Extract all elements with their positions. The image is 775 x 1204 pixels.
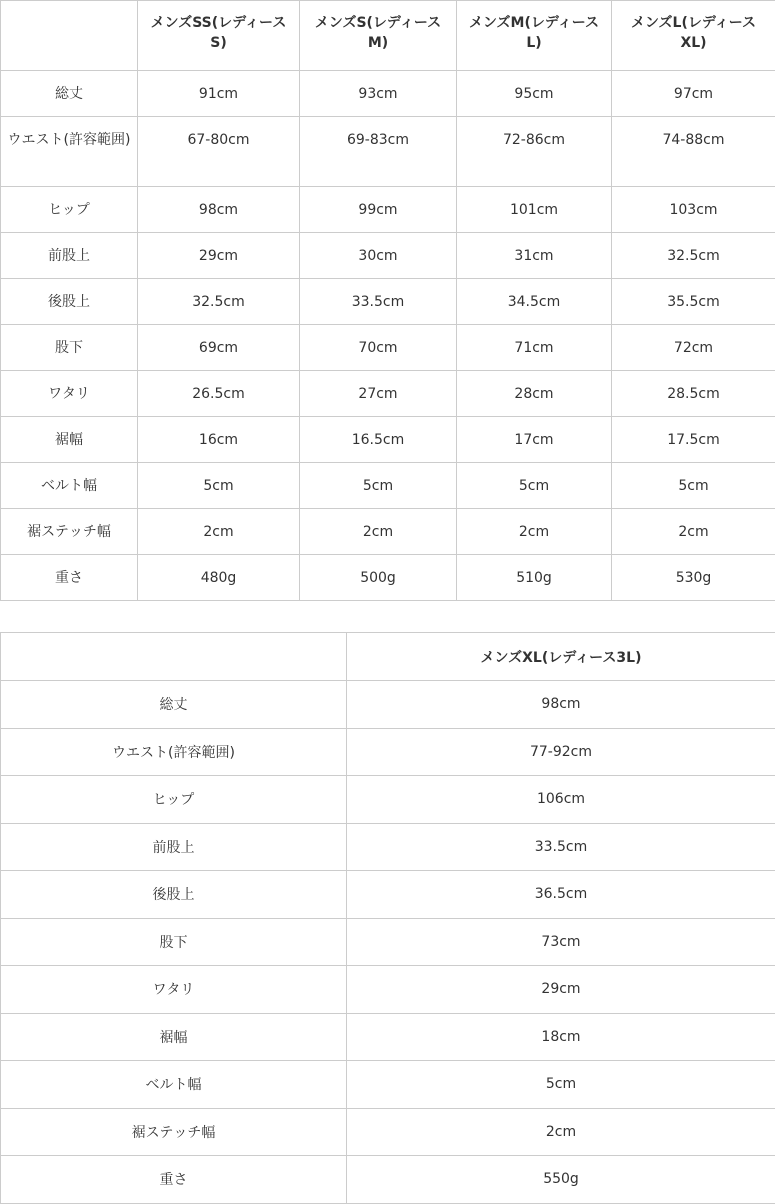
table-row — [1, 1061, 775, 1109]
table-cell: 98cm — [138, 187, 300, 233]
table-cell: 33.5cm — [300, 279, 457, 325]
table-cell: 2cm — [300, 509, 457, 555]
table-row — [1, 463, 775, 509]
table-cell: 69cm — [138, 325, 300, 371]
table-cell: 77-92cm — [347, 728, 775, 776]
header-cell-size-ss: メンズSS(レディースS) — [138, 1, 300, 71]
table-cell: 98cm — [347, 681, 775, 729]
table-cell: 32.5cm — [138, 279, 300, 325]
table-row — [1, 776, 775, 824]
table-cell: 97cm — [612, 71, 775, 117]
header-cell-size-l: メンズL(レディースXL) — [612, 1, 775, 71]
table-row — [1, 918, 775, 966]
table-cell: 26.5cm — [138, 371, 300, 417]
table-row — [1, 279, 775, 325]
table-cell: 67-80cm — [138, 117, 300, 187]
table-cell: 29cm — [138, 233, 300, 279]
row-label: ワタリ — [1, 966, 347, 1014]
header-cell-size-xl: メンズXL(レディース3L) — [347, 633, 775, 681]
table-header-row — [1, 1, 775, 71]
row-label: 前股上 — [1, 823, 347, 871]
table-cell: 93cm — [300, 71, 457, 117]
table-cell: 17cm — [457, 417, 612, 463]
table-cell: 2cm — [612, 509, 775, 555]
header-cell-empty — [1, 633, 347, 681]
table-cell: 101cm — [457, 187, 612, 233]
table-cell: 17.5cm — [612, 417, 775, 463]
table-cell: 5cm — [300, 463, 457, 509]
table-row — [1, 417, 775, 463]
table-row — [1, 117, 775, 187]
row-label: ヒップ — [1, 187, 138, 233]
size-table-xl — [0, 632, 775, 1204]
table-row — [1, 187, 775, 233]
table-row — [1, 966, 775, 1014]
row-label: ワタリ — [1, 371, 138, 417]
header-cell-size-m: メンズM(レディースL) — [457, 1, 612, 71]
table-cell: 500g — [300, 555, 457, 601]
table-cell: 103cm — [612, 187, 775, 233]
table-cell: 530g — [612, 555, 775, 601]
table-cell: 5cm — [138, 463, 300, 509]
table-cell: 36.5cm — [347, 871, 775, 919]
size-table-ss-to-l — [0, 0, 775, 601]
table-cell: 16cm — [138, 417, 300, 463]
table-row — [1, 871, 775, 919]
table-row — [1, 325, 775, 371]
table-cell: 99cm — [300, 187, 457, 233]
table-row — [1, 1108, 775, 1156]
table-row — [1, 681, 775, 729]
table-cell: 72cm — [612, 325, 775, 371]
table-cell: 2cm — [457, 509, 612, 555]
row-label: ヒップ — [1, 776, 347, 824]
table-cell: 28cm — [457, 371, 612, 417]
table-cell: 2cm — [347, 1108, 775, 1156]
table-cell: 35.5cm — [612, 279, 775, 325]
row-label: 前股上 — [1, 233, 138, 279]
table-row — [1, 1156, 775, 1204]
table-cell: 5cm — [347, 1061, 775, 1109]
row-label: 総丈 — [1, 681, 347, 729]
row-label: ウエスト(許容範囲) — [1, 728, 347, 776]
row-label: 股下 — [1, 918, 347, 966]
table-row — [1, 823, 775, 871]
table-cell: 510g — [457, 555, 612, 601]
row-label: 後股上 — [1, 279, 138, 325]
table-row — [1, 728, 775, 776]
table-row — [1, 555, 775, 601]
table-cell: 5cm — [457, 463, 612, 509]
table-cell: 73cm — [347, 918, 775, 966]
table-cell: 95cm — [457, 71, 612, 117]
table-cell: 74-88cm — [612, 117, 775, 187]
table-cell: 30cm — [300, 233, 457, 279]
row-label: ベルト幅 — [1, 1061, 347, 1109]
table-row — [1, 71, 775, 117]
row-label: 裾ステッチ幅 — [1, 1108, 347, 1156]
header-cell-empty — [1, 1, 138, 71]
row-label: 股下 — [1, 325, 138, 371]
table-row — [1, 509, 775, 555]
row-label: 裾幅 — [1, 1013, 347, 1061]
table-cell: 480g — [138, 555, 300, 601]
table-cell: 28.5cm — [612, 371, 775, 417]
table-header-row — [1, 633, 775, 681]
table-cell: 5cm — [612, 463, 775, 509]
row-label: ベルト幅 — [1, 463, 138, 509]
table-cell: 72-86cm — [457, 117, 612, 187]
row-label: 後股上 — [1, 871, 347, 919]
table-row — [1, 371, 775, 417]
table-cell: 31cm — [457, 233, 612, 279]
table-cell: 27cm — [300, 371, 457, 417]
table-row — [1, 1013, 775, 1061]
row-label: 重さ — [1, 1156, 347, 1204]
row-label: 裾幅 — [1, 417, 138, 463]
table-cell: 34.5cm — [457, 279, 612, 325]
table-cell: 29cm — [347, 966, 775, 1014]
table-cell: 18cm — [347, 1013, 775, 1061]
table-cell: 69-83cm — [300, 117, 457, 187]
table-cell: 2cm — [138, 509, 300, 555]
table-cell: 71cm — [457, 325, 612, 371]
table-cell: 16.5cm — [300, 417, 457, 463]
row-label: ウエスト(許容範囲) — [1, 117, 138, 187]
table-cell: 32.5cm — [612, 233, 775, 279]
header-cell-size-s: メンズS(レディースM) — [300, 1, 457, 71]
table-cell: 550g — [347, 1156, 775, 1204]
table-row — [1, 233, 775, 279]
table-cell: 33.5cm — [347, 823, 775, 871]
table-cell: 70cm — [300, 325, 457, 371]
table-cell: 106cm — [347, 776, 775, 824]
row-label: 総丈 — [1, 71, 138, 117]
table-cell: 91cm — [138, 71, 300, 117]
row-label: 裾ステッチ幅 — [1, 509, 138, 555]
row-label: 重さ — [1, 555, 138, 601]
